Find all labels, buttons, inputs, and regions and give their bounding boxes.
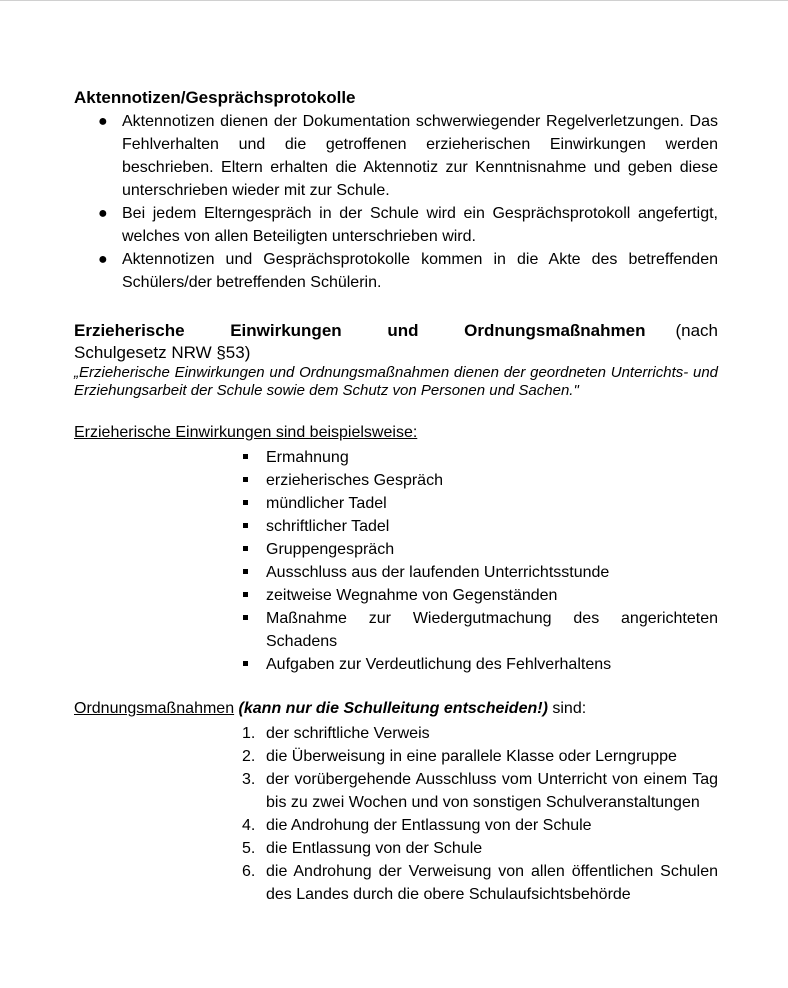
page-top-border (0, 0, 788, 1)
square-bullet-icon (243, 615, 248, 620)
legal-quote: „Erzieherische Einwirkungen und Ordnungsmaßnahmen dienen der geordneten Unterrichts- und Erziehungsarbeit der Schule sowie dem Schutz von Personen und Sachen." (74, 364, 718, 399)
square-bullet-icon (243, 592, 248, 597)
list-item: 4. die Androhung der Entlassung von der Schule (242, 817, 592, 834)
list-item: Ausschluss aus der laufenden Unterrichtsstunde (240, 561, 718, 584)
bullet-dot-icon: ● (98, 251, 108, 268)
ordnungsmassnahmen-heading: Ordnungsmaßnahmen (kann nur die Schulleitung entscheiden!) sind: (74, 700, 587, 717)
list-item: mündlicher Tadel (240, 492, 718, 515)
section-title-erzieherische-einwirkungen: Erzieherische Einwirkungen und Ordnungsmaßnahmen (nach (74, 321, 718, 340)
bullet-dot-icon: ● (98, 113, 108, 130)
list-item: 1. der schriftliche Verweis (242, 725, 430, 742)
list-item: ● Aktennotizen und Gesprächsprotokolle kommen in die Akte des betreffenden Schülers/der betreffenden Schülerin. (74, 248, 718, 294)
list-item: zeitweise Wegnahme von Gegenständen (240, 584, 718, 607)
list-item: Aufgaben zur Verdeutlichung des Fehlverhaltens (240, 653, 718, 676)
list-item: Gruppengespräch (240, 538, 718, 561)
square-bullet-icon (243, 546, 248, 551)
section-title-aktennotizen: Aktennotizen/Gesprächsprotokolle (74, 88, 356, 107)
list-item: 3. der vorübergehende Ausschluss vom Unterricht von einem Tag bis zu zwei Wochen und von sonstigen Schulveranstaltungen (242, 771, 718, 811)
list-item: ● Bei jedem Elterngespräch in der Schule wird ein Gesprächsprotokoll angefertigt, welches von allen Beteiligten unterschrieben wird. (74, 202, 718, 248)
list-item: Ermahnung (240, 446, 718, 469)
section-title-line2: Schulgesetz NRW §53) (74, 343, 251, 362)
list-item: 5. die Entlassung von der Schule (242, 840, 483, 857)
einwirkungen-heading: Erzieherische Einwirkungen sind beispielsweise: (74, 424, 418, 441)
document-page (74, 86, 718, 906)
square-bullet-icon (243, 500, 248, 505)
list-item: erzieherisches Gespräch (240, 469, 718, 492)
einwirkungen-list (240, 446, 718, 676)
list-item: ● Aktennotizen dienen der Dokumentation schwerwiegender Regelverletzungen. Das Fehlverhalten und die getroffenen erzieherischen Einwirkungen werden beschrieben. Eltern erhalten die Aktennotiz zur Kenntnisnahme und geben diese unterschrieben wieder mit zur Schule. (74, 110, 718, 202)
list-item: Maßnahme zur Wiedergutmachung des angerichteten Schadens (240, 607, 718, 653)
list-item: 2. die Überweisung in eine parallele Klasse oder Lerngruppe (242, 748, 677, 765)
aktennotizen-bullet-list (74, 110, 718, 294)
square-bullet-icon (243, 454, 248, 459)
ordnungsmassnahmen-list (240, 722, 718, 906)
list-item: 6. die Androhung der Verweisung von allen öffentlichen Schulen des Landes durch die obere Schulaufsichtsbehörde (242, 863, 718, 903)
square-bullet-icon (243, 569, 248, 574)
square-bullet-icon (243, 661, 248, 666)
bullet-dot-icon: ● (98, 205, 108, 222)
square-bullet-icon (243, 523, 248, 528)
list-item: schriftlicher Tadel (240, 515, 718, 538)
square-bullet-icon (243, 477, 248, 482)
